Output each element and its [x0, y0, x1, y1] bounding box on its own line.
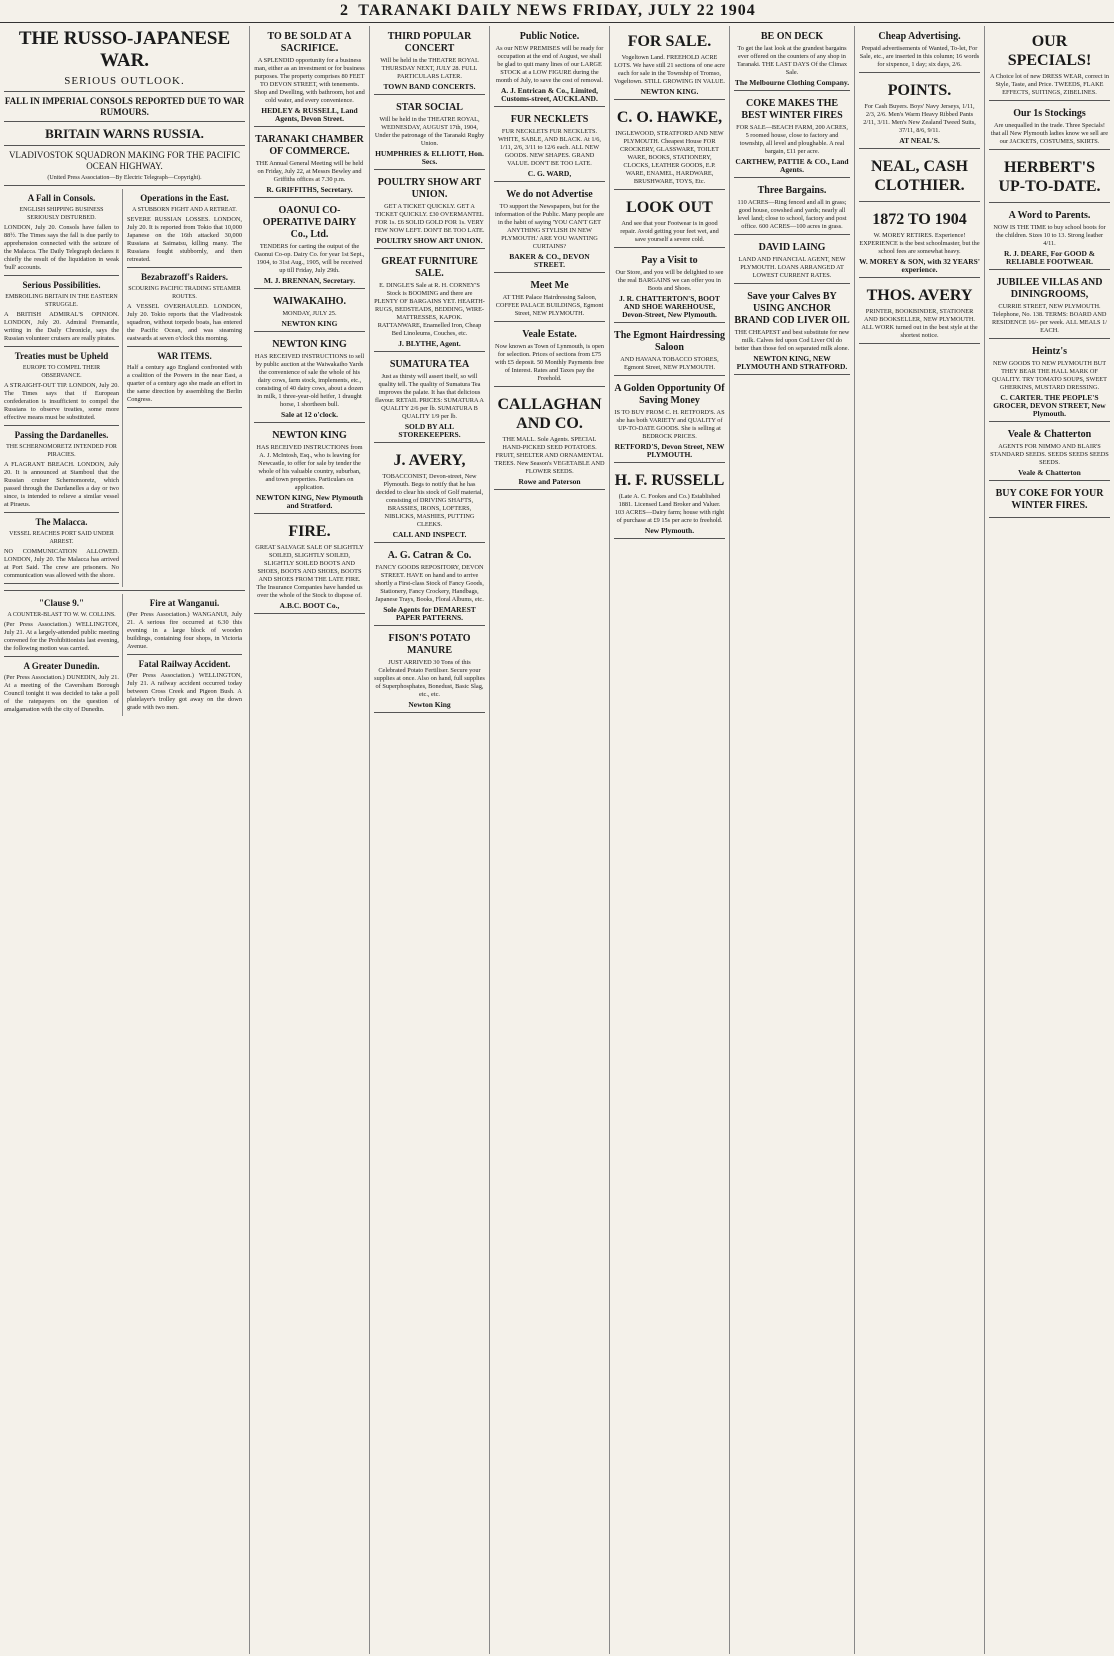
advertisement [989, 205, 1110, 270]
ad-title: JUBILEE VILLAS AND DININGROOMS, [996, 277, 1103, 300]
advertisement [859, 151, 980, 202]
ad-title: THOS. AVERY [866, 287, 973, 304]
ad-signature: J. R. CHATTERTON'S, BOOT AND SHOE WAREHOUSE, Devon-Street, New Plymouth. [619, 294, 720, 319]
railway-accident-body: (Per Press Association.) WELLINGTON, July 21. A railway accident occurred today between Cross Creek and Pigeon Bush. A platelayer's trolley got away on the down grade with two men. [127, 672, 242, 711]
ads-column-2 [250, 26, 370, 1654]
ad-signature: Sole Agents for DEMAREST PAPER PATTERNS. [383, 605, 476, 622]
news-item-headline: WAR ITEMS. [157, 351, 212, 361]
news-item-headline: Bezabrazoff's Raiders. [141, 272, 228, 282]
ad-body: NEW GOODS TO NEW PLYMOUTH BUT THEY BEAR THE HALL MARK OF QUALITY. TRY TOMATO SOUPS, SWEET GHERKINS, MUSTARD DRESSING. [992, 360, 1107, 391]
news-item-body: A FLAGRANT BREACH. LONDON, July 20. It is announced at Stamboul that the Russian cruiser Schernomoretz, which passed through the Dardanelles a day or two since, is intended to relieve a similar vessel at Piraeus. [4, 461, 119, 508]
advertisement [734, 237, 850, 284]
news-item-subhead: EMBROILING BRITAIN IN THE EASTERN STRUGGLE. [5, 294, 118, 308]
news-item-subhead: EUROPE TO COMPEL THEIR OBSERVANCE. [22, 365, 101, 379]
divider [4, 346, 119, 347]
advertisement [614, 465, 725, 539]
news-item-headline: Passing the Dardanelles. [14, 430, 109, 440]
advertisement [374, 97, 485, 170]
dunedin-headline: A Greater Dunedin. [23, 661, 100, 671]
wanganui-fire-headline: Fire at Wanganui. [149, 598, 220, 608]
ad-body: TOBACCONIST, Devon-street, New Plymouth. Begs to notify that he has decided to clear his stock of Golf material, consisting of DRIVING SHAFTS, BRASSIES, IRONS, LOFTERS, NIBLICKS, MASHIES, PUTTING CLEEKS. [375, 473, 484, 528]
advertisement [614, 250, 725, 323]
ad-signature: New Plymouth. [644, 526, 695, 535]
dunedin-body: (Per Press Association.) DUNEDIN, July 21. At a meeting of the Caversham Borough Council tonight it was decided to take a poll of the ratepayers on the question of amalgamation with the city of Dunedin. [4, 674, 119, 713]
advertisement [734, 286, 850, 375]
clause9-sub: A COUNTER-BLAST TO W. W. COLLINS. [7, 612, 116, 618]
ad-title: The Egmont Hairdressing Saloon [614, 330, 725, 353]
ad-body: Our Store, and you will be delighted to see the real BARGAINS we can offer you in Boots and Shoes. [615, 269, 724, 292]
advertisement [494, 324, 605, 387]
ad-signature: HUMPHRIES & ELLIOTT, Hon. Secs. [375, 149, 484, 166]
ad-title: Veale Estate. [522, 329, 577, 340]
ad-body: For Cash Buyers. Boys' Navy Jerseys, 1/11, 2/3, 2/6. Men's Warm Heavy Ribbed Pants 2/11, 3/11. Men's New Zealand Tweed Suits, 37/11, 8/6, 9/11. [863, 103, 976, 134]
wanganui-fire-body: (Per Press Association.) WANGANUI, July 21. A serious fire occurred at 6.30 this evening in a large block of wooden buildings, containing four shops, in Victoria Avenue. [127, 611, 242, 650]
ads-column-8 [985, 26, 1114, 1654]
war-news-right [127, 189, 245, 587]
war-news-column [0, 26, 250, 1654]
advertisement [254, 425, 365, 514]
advertisement [859, 204, 980, 278]
ad-body: LAND AND FINANCIAL AGENT, NEW PLYMOUTH. LOANS ARRANGED AT LOWEST CURRENT RATES. [738, 256, 846, 279]
advertisement [614, 325, 725, 376]
ads-column-4 [490, 26, 610, 1654]
ad-body: TO support the Newspapers, but for the information of the Public. Many people are in the habit of saying 'YOU CAN'T GET ANYTHING STYLISH IN NEW PLYMOUTH.' ARE YOU WANTING CURTAINS? [495, 203, 604, 250]
page-number: 2 [340, 2, 349, 19]
ad-body: GET A TICKET QUICKLY. GET A TICKET QUICKLY. £30 OVERMANTEL FOR 1s. £6 SOLID GOLD FOR 1s. VERY FEW NOW LEFT. DON'T BE TOO LATE. [374, 203, 485, 234]
ad-title: We do not Advertise [506, 189, 593, 200]
ad-body: NOW IS THE TIME to buy school boots for the children. Sizes 10 to 13. Strong leather 4/11. [993, 224, 1106, 247]
ad-body: CURRIE STREET, NEW PLYMOUTH. Telephone, No. 138. TERMS: BOARD AND RESIDENCE 16/- per week. ALL MEALS 1/ EACH. [991, 303, 1108, 334]
ad-signature: NEWTON KING, New Plymouth and Stratford. [256, 493, 363, 510]
advertisement [254, 129, 365, 198]
ad-title: COKE MAKES THE BEST WINTER FIRES [741, 98, 843, 121]
ad-signature: Rowe and Paterson [518, 477, 581, 486]
ad-signature: HEDLEY & RUSSELL, Land Agents, Devon Street. [261, 106, 358, 123]
advertisement [734, 93, 850, 178]
ad-title: J. AVERY, [393, 452, 466, 469]
ad-signature: M. J. BRENNAN, Secretary. [263, 276, 356, 285]
advertisement [494, 184, 605, 273]
advertisement [989, 103, 1110, 150]
ad-signature: NEWTON KING [281, 319, 338, 328]
ad-signature: SOLD BY ALL STOREKEEPERS. [398, 422, 461, 439]
clause9-headline: "Clause 9." [39, 598, 84, 608]
ad-signature: C. CARTER. THE PEOPLE'S GROCER, DEVON STREET, New Plymouth. [993, 393, 1106, 418]
ad-body: 110 ACRES—Ring fenced and all in grass; good house, cowshed and yards; nearly all level land; close to school, factory and post office. 600 ACRES—100 acres in grass. [737, 199, 847, 230]
ad-title: Our 1s Stockings [1013, 108, 1086, 119]
divider [127, 346, 242, 347]
ad-body: Now known as Town of Lynmouth, is open for selection. Prices of sections from £75 with £5 deposit. 50 Monthly Payments free of Interest. Rates and Taxes pay the Freehold. [495, 343, 604, 382]
advertisement [989, 272, 1110, 339]
ad-title: Veale & Chatterton [1007, 429, 1092, 440]
news-item-headline: Operations in the East. [140, 193, 229, 203]
masthead [0, 0, 1114, 23]
ad-title: OUR SPECIALS! [1007, 33, 1092, 69]
advertisement [254, 334, 365, 423]
advertisement [374, 445, 485, 543]
ad-title: Meet Me [530, 280, 569, 291]
advertisement [374, 354, 485, 443]
ad-body: JUST ARRIVED 30 Tons of this Celebrated Potato Fertiliser. Secure your supplies at once. Also on hand, full supplies of Superphosphates, Bonedust, Basic Slag, etc., etc. [374, 659, 485, 698]
ad-title: FUR NECKLETS [510, 114, 589, 125]
clause9-body: (Per Press Association.) WELLINGTON, July 21. At a largely-attended public meeting convened for the Prohibitionists last evening, the following motion was carried. [4, 621, 119, 652]
ad-title: POINTS. [887, 82, 952, 99]
divider [4, 425, 119, 426]
ad-body: And see that your Footwear is in good repair. Avoid getting your feet wet, and save yourself a severe cold. [620, 220, 719, 243]
railway-accident-headline: Fatal Railway Accident. [138, 659, 231, 669]
news-item-body: SEVERE RUSSIAN LOSSES. LONDON, July 20. It is reported from Tokio that 10,000 Japanese on the 16th attacked 30,000 Russians at Saimatsu, killing many. The Russians fought stubbornly, and then retreated. [127, 216, 242, 263]
war-subheadline: SERIOUS OUTLOOK. [64, 75, 185, 87]
news-item-body: A VESSEL OVERHAULED. LONDON, July 20. Tokio reports that the Vladivostok squadron, without torpedo boats, has entered the Pacific Ocean, and was steaming eastwards at seven o'clock this morning. [127, 303, 242, 342]
ad-body: IS TO BUY FROM C. H. RETFORD'S. AS she has both VARIETY and QUALITY of UP-TO-DATE GOODS. She is selling at BEDROCK PRICES. [614, 409, 725, 440]
ad-body: FUR NECKLETS FUR NECKLETS. WHITE, SABLE, AND BLACK. At 1/6, 1/11, 2/6, 3/11 to 12/6 each. ALL NEW GOODS. NEW SHAPES. GRAND VALUE. DON'T BE TOO LATE. [497, 128, 602, 167]
ad-title: A. G. Catran & Co. [387, 550, 472, 561]
ads-column-7 [855, 26, 985, 1654]
ad-title: TARANAKI CHAMBER OF COMMERCE. [255, 134, 364, 157]
ad-body: As our NEW PREMISES will be ready for occupation at the end of August, we shall be glad to quit many lines of our LARGE STOCK at a LOW FIGURE during the month of July, to save the cost of removal. [495, 45, 604, 84]
ad-body: A Choice lot of new DRESS WEAR, correct in Style, Taste, and Price. TWEEDS, FLAKE EFFECTS, SUITINGS, ZIBELINES. [990, 73, 1109, 96]
advertisement [374, 26, 485, 95]
news-item-subhead: A STUBBORN FIGHT AND A RETREAT. [132, 207, 237, 213]
ad-body: HAS RECEIVED INSTRUCTIONS to sell by public auction at the Waiwakaiho Yards the convenience of sale the whole of his dairy cows, farm stock, implements, etc., consisting of 40 dairy cows, about a dozen in milk, 1 three-year-old heifer, 1 draught horse, 1 shortheen bull. [254, 353, 365, 408]
ad-title: HERBERT'S UP-TO-DATE. [998, 159, 1101, 195]
news-item-body: A BRITISH ADMIRAL'S OPINION. LONDON, July 20. Admiral Fremantle, writing in the Daily Chronicle, says the Russian volunteer cruisers are really pirates. [4, 311, 119, 342]
advertisement [989, 424, 1110, 481]
advertisement [734, 26, 850, 91]
ad-signature: R. GRIFFITHS, Secretary. [266, 185, 353, 194]
advertisement [254, 516, 365, 614]
ad-signature: TOWN BAND CONCERTS. [383, 82, 476, 91]
advertisement [989, 152, 1110, 203]
ad-title: FOR SALE. [627, 33, 712, 50]
ad-title: 1872 TO 1904 [872, 211, 967, 228]
ad-signature: POULTRY SHOW ART UNION. [376, 236, 483, 245]
ad-body: A SPLENDID opportunity for a business man, either as an investment or for business purposes. The property comprises 80 FEET TO DEVON STREET, with tenements. Shop and Dwelling, with bathroom, hot and cold water, and every convenience. [254, 57, 365, 104]
ad-title: SUMATURA TEA [389, 359, 470, 370]
ad-signature: Veale & Chatterton [1018, 468, 1081, 477]
ad-title: BUY COKE FOR YOUR WINTER FIRES. [995, 488, 1104, 511]
ad-title: TO BE SOLD AT A SACRIFICE. [267, 31, 352, 54]
advertisement [374, 545, 485, 626]
ad-body: PRINTER, BOOKBINDER, STATIONER AND BOOKSELLER, NEW PLYMOUTH. ALL WORK turned out in the best style at the shortest notice. [861, 308, 978, 339]
news-item-headline: Serious Possibilities. [22, 280, 101, 290]
advertisement [989, 483, 1110, 518]
ad-title: Public Notice. [519, 31, 580, 42]
news-item-subhead: THE SCHERNOMORETZ INTENDED FOR PIRACIES. [6, 444, 117, 458]
ad-body: E. DINGLE'S Sale at R. H. CORNEY'S Stock is BOOMING and there are PLENTY OF BARGAINS YET. HEARTH-RUGS, BEDSTEADS, BEDDING, WIRE-MATTRESSES, KAPOK. RATTANWARE, Enamelled Iron, Cheap Bed Linoleums, Couches, etc. [374, 282, 485, 337]
ad-signature: BAKER & CO., DEVON STREET. [509, 252, 590, 269]
news-item-subhead: VESSEL REACHES PORT SAID UNDER ARREST. [9, 531, 114, 545]
ad-title: THIRD POPULAR CONCERT [387, 31, 472, 54]
ad-title: BE ON DECK [760, 31, 824, 42]
ad-body: Are unequalled in the trade. Three Specials! that all New Plymouth ladies know we sell are our JACKETS, COSTUMES, SKIRTS. [990, 122, 1109, 145]
ad-body: GREAT SALVAGE SALE OF SLIGHTLY SOILED, SLIGHTLY SOILED, SLIGHTLY SOILED BOOTS AND SHOES, BOOTS AND SHOES, BOOTS AND SHOES FROM THE LATE FIRE. The Insurance Companies have handed us over the whole of the Stock to dispose of. [255, 544, 364, 599]
ad-signature: R. J. DEARE, For GOOD & RELIABLE FOOTWEAR. [1003, 249, 1096, 266]
ad-title: DAVID LAING [758, 242, 826, 253]
ad-body: To get the last look at the grandest bargains ever offered on the counters of any shop in Taranaki. THE LAST DAYS Of the Climax Sale. [736, 45, 848, 76]
ad-body: Vogeltown Land. FREEHOLD ACRE LOTS. We have still 21 sections of one acre each for sale in the Township of Tromso, Vogeltown. STILL GROWING IN VALUE. [614, 54, 726, 85]
ad-title: GREAT FURNITURE SALE. [381, 256, 478, 279]
ad-title: NEWTON KING [272, 339, 347, 350]
ad-body: THE CHEAPEST and best substitute for new milk. Calves fed upon Cod Liver Oil do better than those fed on separated milk alone. [734, 329, 850, 352]
ad-title: Cheap Advertising. [878, 31, 961, 42]
advertisement [254, 291, 365, 332]
ad-body: Will be held in the THEATRE ROYAL THURSDAY NEXT, JULY 28. FULL PARTICULARS LATER. [380, 57, 479, 80]
ad-body: AT THE Palace Hairdressing Saloon, COFFEE PALACE BUILDINGS, Egmont Street, NEW PLYMOUTH. [495, 294, 604, 317]
advertisement [614, 102, 725, 190]
ads-column-6 [730, 26, 855, 1654]
ad-title: LOOK OUT [626, 199, 713, 216]
war-news-left [4, 189, 123, 587]
ad-title: CALLAGHAN AND CO. [497, 396, 602, 432]
advertisement [494, 109, 605, 182]
consols-headline: FALL IN IMPERIAL CONSOLS REPORTED DUE TO WAR RUMOURS. [4, 96, 245, 117]
ad-body: TENDERS for carting the output of the Oaonui Co-op. Dairy Co. for year 1st Sept., 1904, to 31st Aug., 1905, will be received up till Friday, July 29th. [254, 243, 365, 274]
advertisement [859, 75, 980, 149]
ad-title: OAONUI CO-OPERATIVE DAIRY Co., Ltd. [262, 205, 357, 240]
news-item-subhead: ENGLISH SHIPPING BUSINESS SERIOUSLY DISTURBED. [19, 207, 104, 221]
advertisement [614, 26, 725, 100]
ad-body: AGENTS FOR NIMMO AND BLAIR'S STANDARD SEEDS. SEEDS SEEDS SEEDS SEEDS. [990, 443, 1109, 466]
ad-body: FOR SALE—BEACH FARM, 200 ACRES, 5 roomed house, close to factory and township, all level and ploughable. A real bargain, £11 per acre. [736, 124, 848, 155]
ad-signature: A.B.C. BOOT Co., [279, 601, 340, 610]
ads-column-5 [610, 26, 730, 1654]
advertisement [374, 172, 485, 249]
war-headline: THE RUSSO-JAPANESE WAR. [18, 28, 231, 71]
advertisement [859, 280, 980, 344]
ad-body: W. MOREY RETIRES. Experience! EXPERIENCE is the best schoolmaster, but the school fees are somewhat heavy. [859, 232, 980, 255]
ad-body: Will be held in the THEATRE ROYAL, WEDNESDAY, AUGUST 17th, 1904, Under the patronage of the Taranaki Rugby Union. [374, 116, 485, 147]
ad-signature: A. J. Entrican & Co., Limited, Customs-street, AUCKLAND. [500, 86, 599, 103]
ad-title: FISON'S POTATO MANURE [388, 633, 471, 656]
ad-title: A Word to Parents. [1008, 210, 1091, 221]
advertisement [254, 200, 365, 289]
advertisement [374, 628, 485, 713]
divider [4, 275, 119, 276]
news-item-headline: Treaties must be Upheld [14, 351, 109, 361]
ad-title: POULTRY SHOW ART UNION. [377, 177, 482, 200]
ad-signature: AT NEAL'S. [899, 136, 940, 145]
divider [4, 512, 119, 513]
ad-signature: CARTHEW, PATTIE & CO., Land Agents. [735, 157, 849, 174]
ad-title: A Golden Opportunity Of Saving Money [614, 383, 725, 406]
ad-body: (Late A. C. Fookes and Co.) Established 1881. Licensed Land Broker and Valuer. 103 ACRES—Dairy farm; house with right of purchase at £9 15s per acre to freehold. [614, 493, 725, 524]
news-item-headline: The Malacca. [35, 517, 88, 527]
ad-signature: C. G. WARD, [527, 169, 572, 178]
news-item-body: A STRAIGHT-OUT TIP. LONDON, July 20. The Times says that if European confederation is insufficient to compel the Russians to observe treaties, some more effective means must be substituted. [4, 382, 119, 421]
ad-signature: Newton King [408, 700, 451, 709]
news-item-body: NO COMMUNICATION ALLOWED. LONDON, July 20. The Malacca has arrived at Port Said. The crew are prisoners. No communication was allowed with the shore. [4, 548, 119, 579]
advertisement [614, 192, 725, 248]
ad-body: HAS RECEIVED INSTRUCTIONS from A. J. McIntosh, Esq., who is leaving for Newcastle, to offer for sale by tender the whole of his valuable country, suburban, and town properties. Particulars on application. [256, 444, 363, 491]
news-item-body: LONDON, July 20. Consols have fallen to 88½. The Times says the fall is due partly to apprehension connected with the seizure of the Malacca. The Daily Telegraph declares it chiefly the result of the liquidation in weak 'bull' accounts. [4, 224, 119, 271]
advertisement [374, 251, 485, 352]
advertisement [989, 341, 1110, 422]
ad-body: FANCY GOODS REPOSITORY, DEVON STREET. HAVE on hand and to arrive shortly a First-class Stock of Fancy Goods, Stationery, Fancy Crockery, Handbags, Japanese Trays, Books, Floral Albums, etc. [375, 564, 484, 603]
ad-body: Just as thirsty will assert itself, so will quality tell. The quality of Sumatura Tea improves the palate. It has that delicious flavour. RETAIL PRICES: SUMATURA A QUALITY 2/6 per lb. SUMATURA B QUALITY 1/9 per lb. [375, 373, 484, 420]
vladivostok-headline: VLADIVOSTOK SQUADRON MAKING FOR THE PACIFIC OCEAN HIGHWAY. [8, 150, 241, 171]
press-credit: (United Press Association—By Electric Telegraph—Copyright). [47, 175, 202, 181]
divider [4, 583, 119, 584]
ad-title: Heintz's [1032, 346, 1067, 357]
ad-title: STAR SOCIAL [396, 102, 463, 113]
advertisement [734, 180, 850, 235]
ad-body: THE MALL. Sole Agents. SPECIAL HAND-PICKED SEED POTATOES. FRUIT, SHELTER AND ORNAMENTAL TREES. New Season's VEGETABLE AND FLOWER SEEDS. [494, 436, 605, 475]
ad-title: Three Bargains. [757, 185, 827, 196]
ad-body: MONDAY, JULY 25. [282, 310, 337, 317]
advertisement [494, 26, 605, 107]
ad-title: NEWTON KING [272, 430, 347, 441]
ad-title: C. O. HAWKE, [616, 109, 723, 126]
divider [127, 407, 242, 408]
ads-column-3 [370, 26, 490, 1654]
ad-signature: J. BLYTHE, Agent. [398, 339, 461, 348]
britain-warns-headline: BRITAIN WARNS RUSSIA. [45, 126, 204, 141]
news-item-headline: A Fall in Consols. [27, 193, 96, 203]
ad-signature: NEWTON KING, NEW PLYMOUTH AND STRATFORD. [736, 354, 848, 371]
advertisement [859, 26, 980, 73]
ad-title: Save your Calves BY USING ANCHOR BRAND COD LIVER OIL [734, 291, 850, 326]
ad-signature: Sale at 12 o'clock. [280, 410, 339, 419]
ad-body: THE Annual General Meeting will be held on Friday, July 22, at Messrs Bewley and Griffiths offices at 7.30 p.m. [255, 160, 364, 183]
ad-title: NEAL, CASH CLOTHIER. [871, 158, 968, 194]
masthead-title: TARANAKI DAILY NEWS FRIDAY, JULY 22 1904 [358, 2, 756, 19]
ad-body: Prepaid advertisements of Wanted, To-let, For Sale, etc., are inserted in this column; 16 words for sixpence, 1 day; six days, 2/6. [859, 45, 980, 68]
ad-title: FIRE. [288, 523, 331, 540]
advertisement [494, 275, 605, 322]
advertisement [494, 389, 605, 490]
news-item-subhead: SCOURING PACIFIC TRADING STEAMER ROUTES. [128, 286, 241, 300]
news-item-body: Half a century ago England confronted with a coalition of the Powers in the near East, a quarter of a century ago she made an effort in the same direction by assembling the Berlin Congress. [127, 364, 242, 403]
advertisement [614, 378, 725, 463]
ad-signature: W. MOREY & SON, with 32 YEARS' experience. [859, 257, 980, 274]
ad-title: WAIWAKAIHO. [272, 296, 347, 307]
ad-body: AND HAVANA TOBACCO STORES, Egmont Street, NEW PLYMOUTH. [620, 356, 719, 371]
ad-signature: The Melbourne Clothing Company. [734, 78, 850, 87]
ad-signature: CALL AND INSPECT. [392, 530, 467, 539]
advertisement [989, 26, 1110, 101]
ad-title: Pay a Visit to [641, 255, 698, 266]
ad-title: H. F. RUSSELL [614, 472, 725, 489]
ad-body: INGLEWOOD, STRATFORD AND NEW PLYMOUTH. Cheapest House FOR CROCKERY, GLASSWARE, TOILET WARE, BOOKS, STATIONERY, CLOCKS, LEATHER GOODS, E.P. WARE, ENAMEL, HARDWARE, BRUSHWARE, TOYS, Etc. [615, 130, 724, 185]
ad-signature: RETFORD'S, Devon Street, NEW PLYMOUTH. [614, 442, 725, 459]
divider [127, 267, 242, 268]
advertisement [254, 26, 365, 127]
ad-signature: NEWTON KING. [640, 87, 699, 96]
